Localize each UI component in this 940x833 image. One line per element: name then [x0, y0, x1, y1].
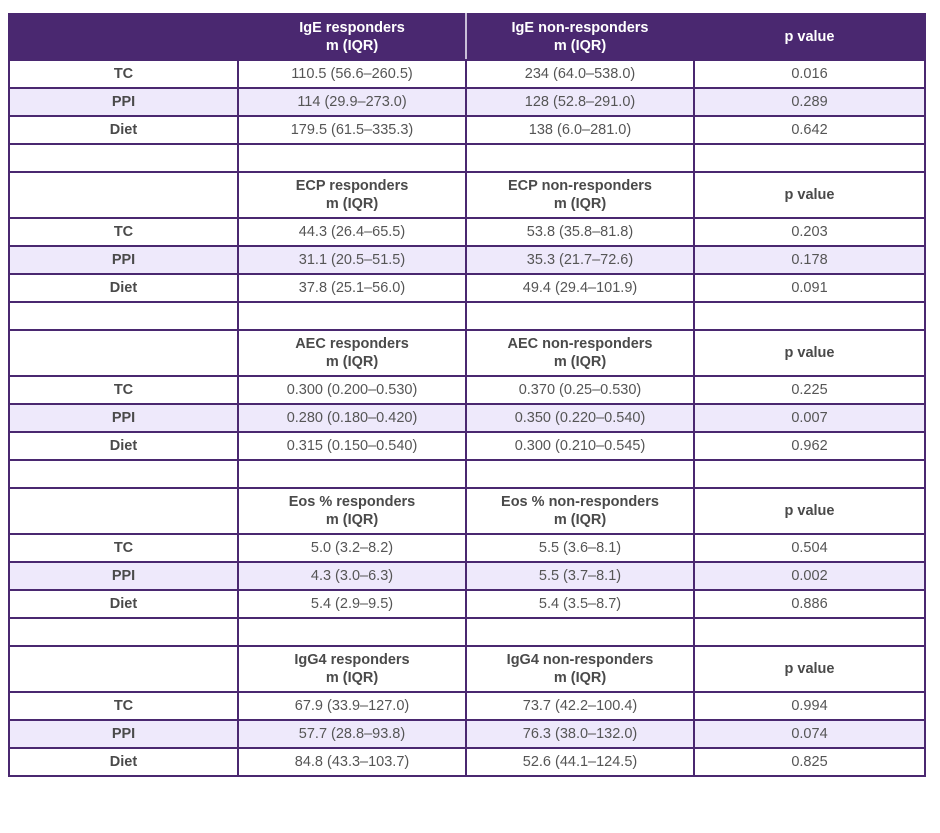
- p-value-header: [694, 330, 925, 376]
- non-responders-value: 234 (64.0–538.0): [466, 60, 694, 88]
- table-row: [9, 246, 925, 274]
- p-value-header: [694, 488, 925, 534]
- responders-header-subtitle: m (IQR): [325, 354, 379, 370]
- responders-value: 179.5 (61.5–335.3): [238, 116, 466, 144]
- responders-header-subtitle: m (IQR): [325, 512, 379, 528]
- table-row: [9, 116, 925, 144]
- non-responders-header-subtitle: m (IQR): [553, 354, 607, 370]
- responders-header: [238, 488, 466, 534]
- non-responders-value: 0.350 (0.220–0.540): [466, 404, 694, 432]
- table-row: [9, 274, 925, 302]
- non-responders-header-title: AEC non-responders: [507, 336, 653, 352]
- spacer-cell: [9, 618, 238, 646]
- spacer-row: [9, 144, 925, 172]
- spacer-cell: [9, 460, 238, 488]
- row-label: Diet: [9, 590, 238, 618]
- row-label: Diet: [9, 748, 238, 776]
- responders-value: 0.300 (0.200–0.530): [238, 376, 466, 404]
- p-value: 0.504: [694, 534, 925, 562]
- row-label: Diet: [9, 432, 238, 460]
- table-row: [9, 60, 925, 88]
- spacer-row: [9, 460, 925, 488]
- spacer-cell: [694, 144, 925, 172]
- p-value: 0.289: [694, 88, 925, 116]
- responders-header-title: ECP responders: [295, 178, 409, 194]
- p-value-header-title: p value: [784, 345, 835, 361]
- p-value: 0.642: [694, 116, 925, 144]
- non-responders-header-subtitle: m (IQR): [553, 196, 607, 212]
- responders-value: 5.0 (3.2–8.2): [238, 534, 466, 562]
- p-value-header: [694, 646, 925, 692]
- row-label: TC: [9, 60, 238, 88]
- section-header-row: [9, 646, 925, 692]
- p-value: 0.091: [694, 274, 925, 302]
- responders-header-subtitle: m (IQR): [325, 38, 379, 54]
- responders-value: 67.9 (33.9–127.0): [238, 692, 466, 720]
- header-empty-cell: [9, 14, 238, 60]
- table-row: [9, 218, 925, 246]
- table-row: [9, 562, 925, 590]
- p-value-header-title: p value: [784, 187, 835, 203]
- non-responders-value: 52.6 (44.1–124.5): [466, 748, 694, 776]
- responders-value: 57.7 (28.8–93.8): [238, 720, 466, 748]
- header-empty-cell: [9, 646, 238, 692]
- section-header-row: [9, 488, 925, 534]
- responders-header-title: Eos % responders: [288, 494, 416, 510]
- responders-header: [238, 14, 466, 60]
- non-responders-value: 0.300 (0.210–0.545): [466, 432, 694, 460]
- non-responders-header-title: IgG4 non-responders: [506, 652, 654, 668]
- non-responders-value: 49.4 (29.4–101.9): [466, 274, 694, 302]
- table-row: [9, 88, 925, 116]
- responders-header-title: AEC responders: [295, 336, 409, 352]
- spacer-cell: [466, 460, 694, 488]
- p-value-header-title: p value: [784, 661, 835, 677]
- non-responders-header: [466, 172, 694, 218]
- responders-value: 5.4 (2.9–9.5): [238, 590, 466, 618]
- non-responders-header-title: Eos % non-responders: [501, 494, 659, 510]
- p-value: 0.886: [694, 590, 925, 618]
- responders-value: 4.3 (3.0–6.3): [238, 562, 466, 590]
- responders-header-title: IgE responders: [299, 20, 405, 36]
- responders-value: 31.1 (20.5–51.5): [238, 246, 466, 274]
- non-responders-header-subtitle: m (IQR): [553, 670, 607, 686]
- row-label: TC: [9, 376, 238, 404]
- responders-value: 37.8 (25.1–56.0): [238, 274, 466, 302]
- table-row: [9, 720, 925, 748]
- p-value-header-title: p value: [784, 503, 835, 519]
- row-label: PPI: [9, 562, 238, 590]
- row-label: Diet: [9, 116, 238, 144]
- responders-value: 110.5 (56.6–260.5): [238, 60, 466, 88]
- non-responders-value: 5.5 (3.7–8.1): [466, 562, 694, 590]
- non-responders-value: 138 (6.0–281.0): [466, 116, 694, 144]
- non-responders-header: [466, 488, 694, 534]
- p-value: 0.007: [694, 404, 925, 432]
- row-label: TC: [9, 692, 238, 720]
- p-value: 0.994: [694, 692, 925, 720]
- p-value: 0.962: [694, 432, 925, 460]
- responders-header: [238, 330, 466, 376]
- p-value: 0.825: [694, 748, 925, 776]
- table-row: [9, 748, 925, 776]
- spacer-cell: [9, 302, 238, 330]
- p-value: 0.002: [694, 562, 925, 590]
- non-responders-header: [466, 330, 694, 376]
- spacer-row: [9, 302, 925, 330]
- row-label: PPI: [9, 404, 238, 432]
- p-value: 0.225: [694, 376, 925, 404]
- p-value: 0.016: [694, 60, 925, 88]
- responders-header-title: IgG4 responders: [294, 652, 410, 668]
- table-row: [9, 404, 925, 432]
- section-header-row: [9, 330, 925, 376]
- table-row: [9, 534, 925, 562]
- spacer-cell: [694, 460, 925, 488]
- spacer-cell: [238, 144, 466, 172]
- non-responders-value: 53.8 (35.8–81.8): [466, 218, 694, 246]
- row-label: PPI: [9, 88, 238, 116]
- non-responders-value: 128 (52.8–291.0): [466, 88, 694, 116]
- header-empty-cell: [9, 172, 238, 218]
- spacer-cell: [466, 618, 694, 646]
- spacer-cell: [694, 618, 925, 646]
- row-label: PPI: [9, 246, 238, 274]
- p-value: 0.178: [694, 246, 925, 274]
- table-row: [9, 692, 925, 720]
- spacer-cell: [694, 302, 925, 330]
- non-responders-header-title: IgE non-responders: [511, 20, 649, 36]
- non-responders-value: 5.5 (3.6–8.1): [466, 534, 694, 562]
- table-row: [9, 376, 925, 404]
- row-label: TC: [9, 534, 238, 562]
- non-responders-header-title: ECP non-responders: [508, 178, 652, 194]
- responders-value: 44.3 (26.4–65.5): [238, 218, 466, 246]
- table-row: [9, 590, 925, 618]
- non-responders-value: 76.3 (38.0–132.0): [466, 720, 694, 748]
- responders-header: [238, 646, 466, 692]
- row-label: PPI: [9, 720, 238, 748]
- section-header-row: [9, 14, 925, 60]
- non-responders-value: 35.3 (21.7–72.6): [466, 246, 694, 274]
- spacer-cell: [9, 144, 238, 172]
- non-responders-header-subtitle: m (IQR): [553, 38, 607, 54]
- non-responders-value: 73.7 (42.2–100.4): [466, 692, 694, 720]
- non-responders-header: [466, 14, 694, 60]
- responders-value: 84.8 (43.3–103.7): [238, 748, 466, 776]
- spacer-cell: [466, 302, 694, 330]
- non-responders-header: [466, 646, 694, 692]
- p-value-header-title: p value: [784, 29, 835, 45]
- row-label: Diet: [9, 274, 238, 302]
- spacer-cell: [466, 144, 694, 172]
- spacer-cell: [238, 302, 466, 330]
- responders-value: 114 (29.9–273.0): [238, 88, 466, 116]
- results-table: [8, 13, 926, 777]
- table-row: [9, 432, 925, 460]
- section-header-row: [9, 172, 925, 218]
- responders-value: 0.280 (0.180–0.420): [238, 404, 466, 432]
- responders-header-subtitle: m (IQR): [325, 670, 379, 686]
- row-label: TC: [9, 218, 238, 246]
- header-empty-cell: [9, 488, 238, 534]
- p-value: 0.074: [694, 720, 925, 748]
- responders-header-subtitle: m (IQR): [325, 196, 379, 212]
- spacer-row: [9, 618, 925, 646]
- header-empty-cell: [9, 330, 238, 376]
- responders-header: [238, 172, 466, 218]
- spacer-cell: [238, 460, 466, 488]
- responders-value: 0.315 (0.150–0.540): [238, 432, 466, 460]
- spacer-cell: [238, 618, 466, 646]
- non-responders-value: 5.4 (3.5–8.7): [466, 590, 694, 618]
- p-value-header: [694, 14, 925, 60]
- non-responders-value: 0.370 (0.25–0.530): [466, 376, 694, 404]
- p-value-header: [694, 172, 925, 218]
- non-responders-header-subtitle: m (IQR): [553, 512, 607, 528]
- p-value: 0.203: [694, 218, 925, 246]
